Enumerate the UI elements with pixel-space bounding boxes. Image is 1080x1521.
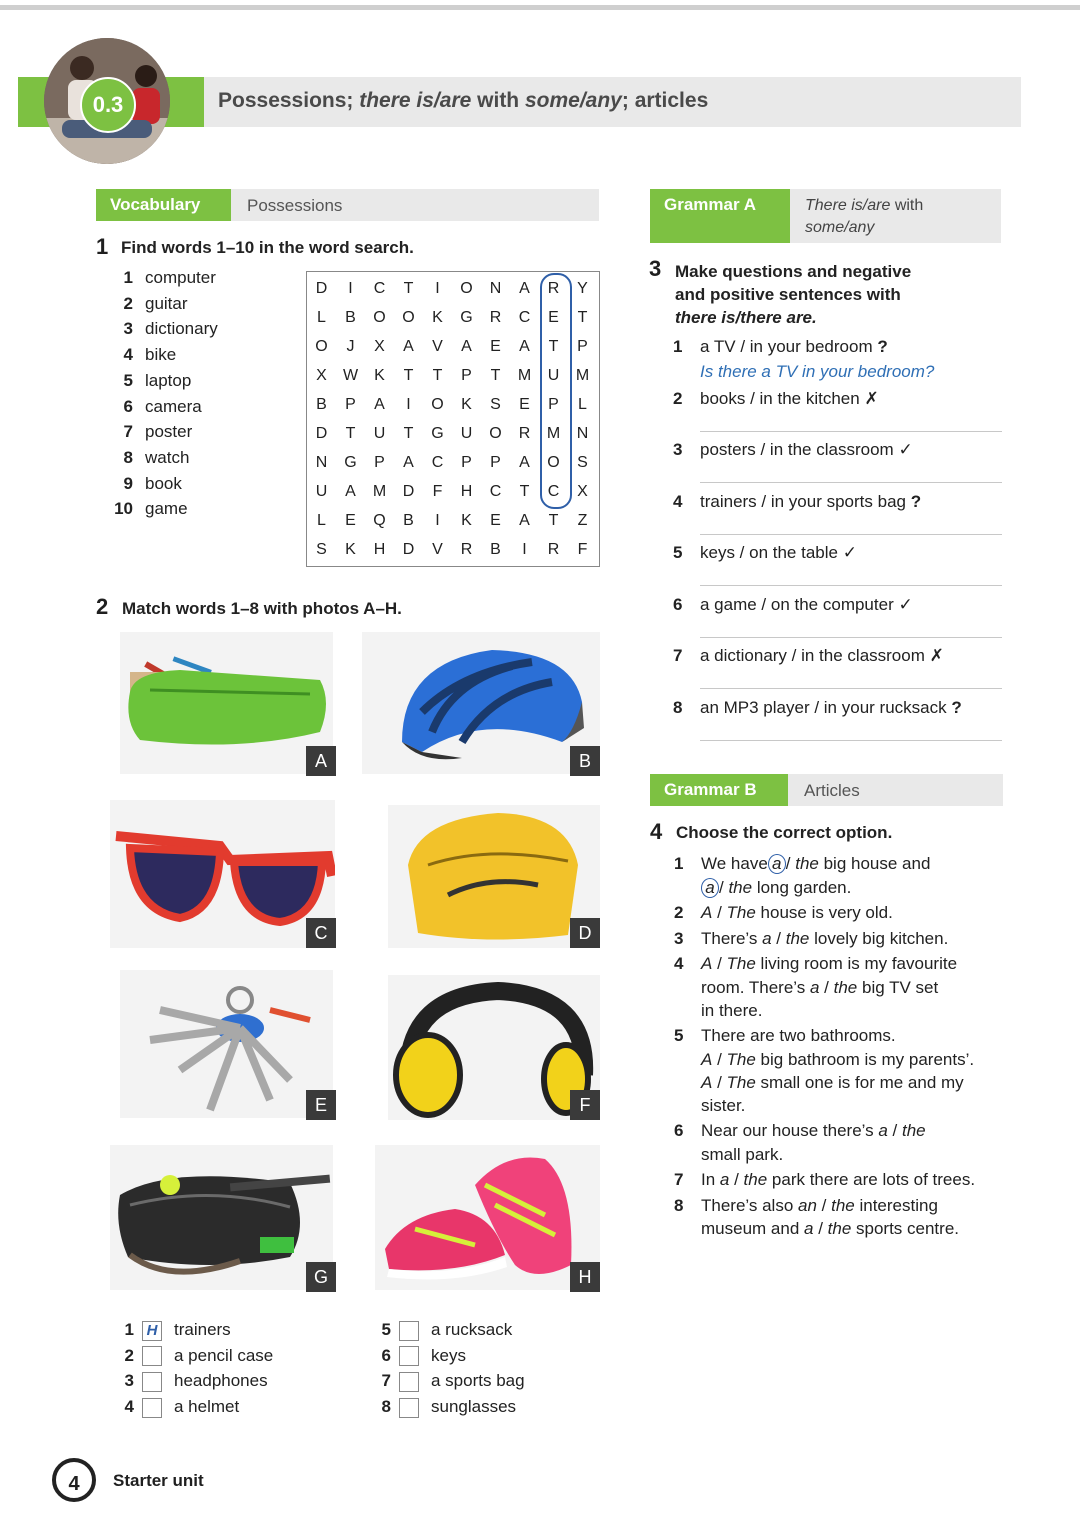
article-sentence: 3 There’s a / the lovely big kitchen. bbox=[674, 929, 949, 948]
word-list-word: book bbox=[145, 473, 182, 493]
sentence-prompt bbox=[673, 646, 944, 666]
sentence-prompt-mark: ✓ bbox=[842, 543, 857, 562]
word-search-letter: G bbox=[460, 309, 473, 326]
grammar-a-tab: Grammar A bbox=[650, 189, 790, 243]
word-search-letter: O bbox=[315, 338, 328, 355]
word-search-letter: D bbox=[315, 425, 328, 442]
match-answer-box[interactable]: H bbox=[142, 1321, 162, 1341]
grammar-b-subtitle: Articles bbox=[804, 781, 860, 800]
word-list-word: camera bbox=[145, 396, 202, 416]
article-option[interactable]: A bbox=[701, 903, 713, 922]
article-option[interactable]: the bbox=[785, 929, 810, 948]
word-list-number: 4 bbox=[123, 345, 133, 365]
sentence-prompt-mark: ? bbox=[910, 491, 922, 511]
word-search-letter: O bbox=[402, 309, 415, 326]
word-search-letter: O bbox=[373, 309, 386, 326]
answer-line[interactable] bbox=[700, 740, 1002, 741]
word-search-letter: T bbox=[490, 367, 501, 384]
match-item-number: 5 bbox=[381, 1320, 391, 1339]
word-search-letter: G bbox=[344, 454, 357, 471]
article-sentence-number: 4 bbox=[674, 954, 684, 973]
exercise-1-number: 1 bbox=[96, 234, 109, 259]
word-search-letter: R bbox=[547, 280, 560, 297]
photo-label-c: C bbox=[306, 918, 336, 948]
sentence-prompt-number: 6 bbox=[673, 594, 683, 614]
word-search-letter: M bbox=[517, 367, 532, 384]
word-list-item bbox=[111, 397, 202, 417]
word-search-letter: T bbox=[548, 512, 559, 529]
photo-label-e: E bbox=[306, 1090, 336, 1120]
sentence-prompt bbox=[673, 543, 857, 563]
exercise-2-number: 2 bbox=[96, 594, 109, 619]
word-list-item bbox=[111, 319, 218, 339]
article-sentence: A / The small one is for me and my bbox=[701, 1073, 964, 1092]
word-search-letter: T bbox=[548, 338, 559, 355]
article-option[interactable]: the bbox=[827, 1219, 852, 1238]
word-list-word: game bbox=[145, 499, 188, 519]
match-item-word: keys bbox=[431, 1345, 466, 1365]
exercise-1-instruction: Find words 1–10 in the word search. bbox=[121, 238, 414, 257]
word-list-number: 1 bbox=[123, 268, 133, 287]
article-sentence-number: 2 bbox=[674, 903, 684, 922]
sentence-prompt-number: 8 bbox=[673, 697, 683, 717]
word-search-letter: Z bbox=[577, 512, 588, 529]
word-list-word: guitar bbox=[145, 293, 188, 313]
match-item bbox=[118, 1397, 239, 1418]
photo-label-f: F bbox=[570, 1090, 600, 1120]
word-search-letter: L bbox=[317, 512, 326, 529]
match-item-word: sunglasses bbox=[431, 1397, 517, 1417]
match-item bbox=[375, 1397, 516, 1418]
article-option[interactable]: the bbox=[831, 1196, 855, 1215]
word-search-letter: I bbox=[522, 541, 527, 558]
article-option-selected[interactable]: a bbox=[768, 854, 786, 874]
word-search-letter: M bbox=[575, 367, 590, 384]
word-search-letter: R bbox=[518, 425, 531, 442]
grammar-b-tab: Grammar B bbox=[650, 774, 788, 806]
article-sentence-number: 6 bbox=[674, 1121, 684, 1140]
article-option[interactable]: a bbox=[762, 929, 772, 948]
article-sentence: in there. bbox=[701, 1001, 763, 1020]
word-list-item bbox=[111, 499, 188, 519]
sentence-prompt-text: an MP3 player / in your rucksack bbox=[700, 697, 947, 717]
word-list-number: 10 bbox=[114, 499, 133, 519]
sentence-prompt-text: a TV / in your bedroom bbox=[700, 337, 873, 356]
sentence-prompt-number: 1 bbox=[673, 337, 683, 356]
match-item-word: a sports bag bbox=[431, 1371, 525, 1391]
match-item-word: a helmet bbox=[174, 1397, 240, 1417]
vocab-subtitle: Possessions bbox=[247, 196, 343, 215]
sentence-prompt bbox=[673, 595, 913, 615]
word-search-letter: A bbox=[403, 338, 414, 355]
word-list-word: computer bbox=[145, 268, 216, 287]
word-search-letter: T bbox=[403, 425, 414, 442]
word-search-letter: S bbox=[316, 541, 327, 558]
word-search-letter: S bbox=[577, 454, 588, 471]
sentence-prompt-text: books / in the kitchen bbox=[700, 388, 860, 408]
sentence-prompt-number: 2 bbox=[673, 388, 683, 408]
word-list-word: poster bbox=[145, 422, 193, 442]
sentence-prompt-mark: ? bbox=[951, 697, 962, 717]
word-search-letter: K bbox=[432, 309, 443, 326]
headphones-photo bbox=[388, 975, 600, 1120]
word-list-item bbox=[111, 474, 182, 494]
sentence-prompt bbox=[673, 492, 921, 512]
word-search-answer-ring bbox=[540, 273, 572, 509]
match-item-number: 2 bbox=[124, 1345, 134, 1365]
word-search-letter: C bbox=[431, 454, 444, 471]
word-search-letter: T bbox=[403, 280, 414, 297]
word-search-letter: T bbox=[432, 367, 443, 384]
match-item-number: 7 bbox=[381, 1371, 391, 1391]
word-search-letter: O bbox=[431, 396, 444, 413]
word-search-letter: F bbox=[432, 483, 443, 500]
word-search-letter: A bbox=[345, 483, 356, 500]
word-search-letter: P bbox=[345, 396, 356, 413]
word-search-letter: R bbox=[547, 541, 560, 558]
article-sentence-number: 3 bbox=[674, 929, 684, 948]
match-answer-box[interactable] bbox=[142, 1346, 162, 1366]
sentence-prompt-number: 5 bbox=[673, 543, 683, 562]
article-option[interactable]: the bbox=[833, 978, 858, 997]
word-search-letter: B bbox=[490, 541, 501, 558]
answer-line[interactable] bbox=[700, 688, 1002, 689]
word-search-letter: I bbox=[435, 280, 440, 297]
trainers-photo bbox=[375, 1145, 600, 1290]
sentence-prompt bbox=[673, 337, 888, 357]
exercise-3-instruction: Make questions and negative and positive sentences with there is/there are. bbox=[675, 262, 912, 327]
article-option[interactable]: an bbox=[798, 1196, 817, 1215]
helmet-photo bbox=[362, 632, 600, 774]
word-search-letter: N bbox=[489, 280, 502, 297]
word-search-letter: U bbox=[315, 483, 328, 500]
article-sentence: room. There’s a / the big TV set bbox=[701, 978, 939, 997]
vocab-tab: Vocabulary bbox=[96, 189, 231, 221]
word-search-letter: O bbox=[460, 280, 473, 297]
word-list-number: 2 bbox=[123, 293, 133, 313]
match-item-number: 1 bbox=[124, 1320, 134, 1339]
article-option[interactable]: A bbox=[701, 1073, 713, 1092]
word-list-item bbox=[111, 371, 191, 391]
word-search-letter: C bbox=[547, 483, 560, 500]
photo-label-b: B bbox=[570, 746, 600, 776]
word-search-letter: A bbox=[519, 338, 530, 355]
match-item-word: headphones bbox=[174, 1371, 268, 1391]
word-search-letter: K bbox=[345, 541, 356, 558]
match-item-word: a pencil case bbox=[174, 1345, 274, 1365]
word-search-letter: H bbox=[373, 541, 386, 558]
article-sentence-number: 7 bbox=[674, 1170, 684, 1189]
word-search-letter: R bbox=[460, 541, 473, 558]
match-answer-box[interactable] bbox=[142, 1398, 162, 1418]
article-option[interactable]: A bbox=[701, 954, 713, 973]
answer-line[interactable] bbox=[700, 637, 1002, 638]
word-search-letter: T bbox=[577, 309, 588, 326]
word-search-letter: G bbox=[431, 425, 444, 442]
match-answer-box[interactable] bbox=[399, 1321, 419, 1341]
word-search-letter: T bbox=[345, 425, 356, 442]
word-search-letter: I bbox=[348, 280, 353, 297]
word-search-letter: K bbox=[461, 512, 472, 529]
article-option[interactable]: A bbox=[701, 1050, 713, 1069]
match-item-word: trainers bbox=[174, 1320, 231, 1339]
sentence-prompt-number: 4 bbox=[673, 491, 683, 511]
article-option[interactable]: the bbox=[743, 1170, 768, 1189]
match-answer-box[interactable] bbox=[142, 1372, 162, 1392]
sentence-prompt-text: a game / on the computer bbox=[700, 594, 894, 614]
exercise-3-example-answer: Is there a TV in your bedroom? bbox=[700, 362, 935, 381]
article-sentence-number: 5 bbox=[674, 1026, 684, 1045]
article-sentence-number: 8 bbox=[674, 1196, 684, 1215]
sentence-prompt-number: 3 bbox=[673, 440, 683, 459]
word-search-letter: P bbox=[461, 454, 472, 471]
word-search-letter: H bbox=[460, 483, 473, 500]
word-search-letter: E bbox=[490, 338, 501, 355]
top-rule bbox=[0, 5, 1080, 10]
word-search-letter: X bbox=[577, 483, 588, 500]
article-sentence: a / the long garden. bbox=[674, 878, 851, 898]
article-sentence: 2 A / The house is very old. bbox=[674, 903, 893, 922]
word-list-word: dictionary bbox=[145, 319, 218, 339]
sentence-prompt bbox=[673, 389, 879, 409]
article-option[interactable]: a bbox=[719, 1170, 730, 1189]
word-search-letter: J bbox=[346, 338, 355, 355]
photo-label-a: A bbox=[306, 746, 336, 776]
article-option[interactable]: the bbox=[728, 878, 753, 897]
word-list-item bbox=[111, 345, 176, 365]
match-answer-box[interactable] bbox=[399, 1398, 419, 1418]
article-sentence: 8 There’s also an / the interesting bbox=[674, 1196, 938, 1215]
article-option[interactable]: The bbox=[726, 954, 756, 973]
word-search-letter: O bbox=[547, 454, 560, 471]
article-sentence: A / The big bathroom is my parents’. bbox=[701, 1050, 975, 1069]
article-option[interactable]: a bbox=[878, 1121, 888, 1140]
word-search-letter: I bbox=[435, 512, 440, 529]
answer-line[interactable] bbox=[700, 482, 1002, 483]
word-search-letter: I bbox=[406, 396, 411, 413]
sunglasses-photo bbox=[110, 800, 335, 948]
match-item-number: 6 bbox=[381, 1345, 391, 1365]
word-search-letter: P bbox=[374, 454, 385, 471]
word-search-letter: Q bbox=[373, 512, 386, 529]
answer-line[interactable] bbox=[700, 585, 1002, 586]
sentence-prompt-number: 7 bbox=[673, 646, 683, 665]
word-search-letter: M bbox=[372, 483, 387, 500]
word-search-letter: D bbox=[315, 280, 328, 297]
match-item bbox=[118, 1320, 231, 1341]
word-search-letter: X bbox=[374, 338, 385, 355]
word-search-letter: V bbox=[432, 541, 443, 558]
article-option[interactable]: the bbox=[795, 854, 819, 873]
article-sentence: 4 A / The living room is my favourite bbox=[674, 954, 958, 973]
word-list-item bbox=[111, 422, 192, 442]
sentence-prompt-mark: ✗ bbox=[864, 388, 879, 408]
word-search-letter: P bbox=[490, 454, 501, 471]
article-sentence: small park. bbox=[701, 1145, 784, 1164]
unit-name: Starter unit bbox=[113, 1471, 204, 1490]
sentence-prompt-text: posters / in the classroom bbox=[700, 440, 894, 459]
word-search-letter: E bbox=[519, 396, 530, 413]
match-answer-box[interactable] bbox=[399, 1372, 419, 1392]
match-item bbox=[375, 1371, 525, 1392]
sentence-prompt-mark: ✓ bbox=[898, 440, 913, 459]
article-option-selected[interactable]: a bbox=[701, 878, 719, 898]
word-search-letter: E bbox=[548, 309, 559, 326]
word-list-number: 6 bbox=[123, 396, 133, 416]
match-item bbox=[375, 1320, 512, 1341]
match-item-word: a rucksack bbox=[431, 1320, 513, 1339]
word-list-number: 5 bbox=[123, 370, 133, 390]
article-sentence: 5 There are two bathrooms. bbox=[674, 1026, 896, 1045]
article-sentence: 1 We have a / the big house and bbox=[674, 854, 931, 873]
keys-photo bbox=[120, 970, 333, 1118]
page-number: 4 bbox=[52, 1458, 96, 1502]
word-list-number: 8 bbox=[123, 447, 133, 467]
match-item-number: 8 bbox=[381, 1397, 391, 1417]
match-item bbox=[118, 1371, 268, 1392]
word-search-letter: A bbox=[374, 396, 385, 413]
word-search-letter: U bbox=[373, 425, 386, 442]
article-sentence: sister. bbox=[701, 1096, 746, 1115]
word-list-word: laptop bbox=[145, 370, 192, 390]
exercise-2-instruction: Match words 1–8 with photos A–H. bbox=[122, 599, 402, 618]
word-search-letter: K bbox=[461, 396, 472, 413]
match-item-number: 4 bbox=[124, 1397, 134, 1417]
article-sentence-number: 1 bbox=[674, 854, 684, 873]
word-search-letter: C bbox=[489, 483, 502, 500]
word-search-letter: V bbox=[432, 338, 443, 355]
word-search-letter: B bbox=[345, 309, 356, 326]
word-search-letter: P bbox=[577, 338, 588, 355]
match-item bbox=[118, 1346, 273, 1367]
answer-line[interactable] bbox=[700, 534, 1002, 535]
word-list-item bbox=[111, 294, 188, 314]
word-search-letter: T bbox=[403, 367, 414, 384]
word-search-letter: B bbox=[403, 512, 414, 529]
word-search-letter: A bbox=[403, 454, 414, 471]
photo-label-g: G bbox=[306, 1262, 336, 1292]
word-search-letter: P bbox=[548, 396, 559, 413]
word-search-letter: Y bbox=[577, 280, 588, 297]
article-option[interactable]: The bbox=[726, 903, 756, 922]
sports-bag-photo bbox=[110, 1145, 333, 1290]
word-search-letter: B bbox=[316, 396, 327, 413]
word-list-word: bike bbox=[145, 345, 177, 365]
word-search-letter: E bbox=[490, 512, 501, 529]
match-answer-box[interactable] bbox=[399, 1346, 419, 1366]
sentence-prompt-text: keys / on the table bbox=[700, 543, 838, 562]
photo-label-d: D bbox=[570, 918, 600, 948]
exercise-3-number: 3 bbox=[649, 256, 662, 281]
exercise-4-number: 4 bbox=[650, 819, 663, 844]
sentence-prompt bbox=[673, 440, 913, 460]
article-option[interactable]: a bbox=[809, 978, 820, 997]
word-list-number: 7 bbox=[123, 422, 133, 442]
word-search-letter: D bbox=[402, 541, 415, 558]
article-option[interactable]: a bbox=[804, 1219, 814, 1238]
word-search-letter: T bbox=[519, 483, 530, 500]
word-list-word: watch bbox=[145, 447, 190, 467]
sentence-prompt-mark: ? bbox=[877, 337, 888, 356]
word-search-letter: U bbox=[460, 425, 473, 442]
article-option[interactable]: the bbox=[902, 1121, 926, 1140]
word-search-letter: W bbox=[342, 367, 359, 384]
word-search-letter: O bbox=[489, 425, 502, 442]
exercise-4-instruction: Choose the correct option. bbox=[676, 823, 893, 842]
word-search-letter: N bbox=[315, 454, 328, 471]
page-title: Possessions; there is/are with some/any; articles bbox=[218, 89, 709, 112]
article-sentence: 6 Near our house there’s a / the bbox=[674, 1121, 926, 1140]
sentence-prompt-mark: ✓ bbox=[898, 594, 913, 614]
word-search-letter: D bbox=[402, 483, 415, 500]
word-search-letter: C bbox=[518, 309, 531, 326]
word-search-letter: F bbox=[577, 541, 588, 558]
pencil-case-photo bbox=[120, 632, 333, 774]
sentence-prompt-text: a dictionary / in the classroom bbox=[700, 646, 925, 665]
article-option[interactable]: The bbox=[726, 1050, 756, 1069]
word-search-letter: L bbox=[578, 396, 587, 413]
word-search-letter: C bbox=[373, 280, 386, 297]
rucksack-photo bbox=[388, 805, 600, 948]
sentence-prompt-mark: ✗ bbox=[929, 646, 944, 665]
word-list-item bbox=[111, 268, 216, 288]
word-search-letter: N bbox=[576, 425, 589, 442]
match-item-number: 3 bbox=[124, 1371, 134, 1391]
word-search-letter: A bbox=[519, 280, 530, 297]
word-search-letter: A bbox=[519, 454, 530, 471]
match-item bbox=[375, 1346, 466, 1367]
sentence-prompt bbox=[673, 698, 962, 718]
word-search-letter: X bbox=[316, 367, 327, 384]
word-search-letter: E bbox=[345, 512, 356, 529]
word-list-number: 3 bbox=[123, 319, 133, 339]
word-search-letter: A bbox=[461, 338, 472, 355]
unit-number-badge: 0.3 bbox=[80, 77, 136, 133]
word-search-letter: M bbox=[546, 425, 561, 442]
sentence-prompt-text: trainers / in your sports bag bbox=[700, 491, 906, 511]
article-sentence: museum and a / the sports centre. bbox=[701, 1219, 959, 1238]
word-list-item bbox=[111, 448, 189, 468]
photo-label-h: H bbox=[570, 1262, 600, 1292]
answer-line[interactable] bbox=[700, 431, 1002, 432]
word-list-number: 9 bbox=[123, 473, 133, 493]
word-search-letter: P bbox=[461, 367, 472, 384]
word-search-letter: U bbox=[547, 367, 560, 384]
word-search-letter: K bbox=[374, 367, 385, 384]
word-search-letter: L bbox=[317, 309, 326, 326]
grammar-a-subtitle: There is/are with some/any bbox=[805, 197, 924, 236]
word-search-letter: S bbox=[490, 396, 501, 413]
article-option[interactable]: The bbox=[726, 1073, 756, 1092]
word-search-letter: A bbox=[519, 512, 530, 529]
article-sentence: 7 In a / the park there are lots of trees. bbox=[674, 1170, 976, 1189]
word-search-letter: R bbox=[489, 309, 502, 326]
